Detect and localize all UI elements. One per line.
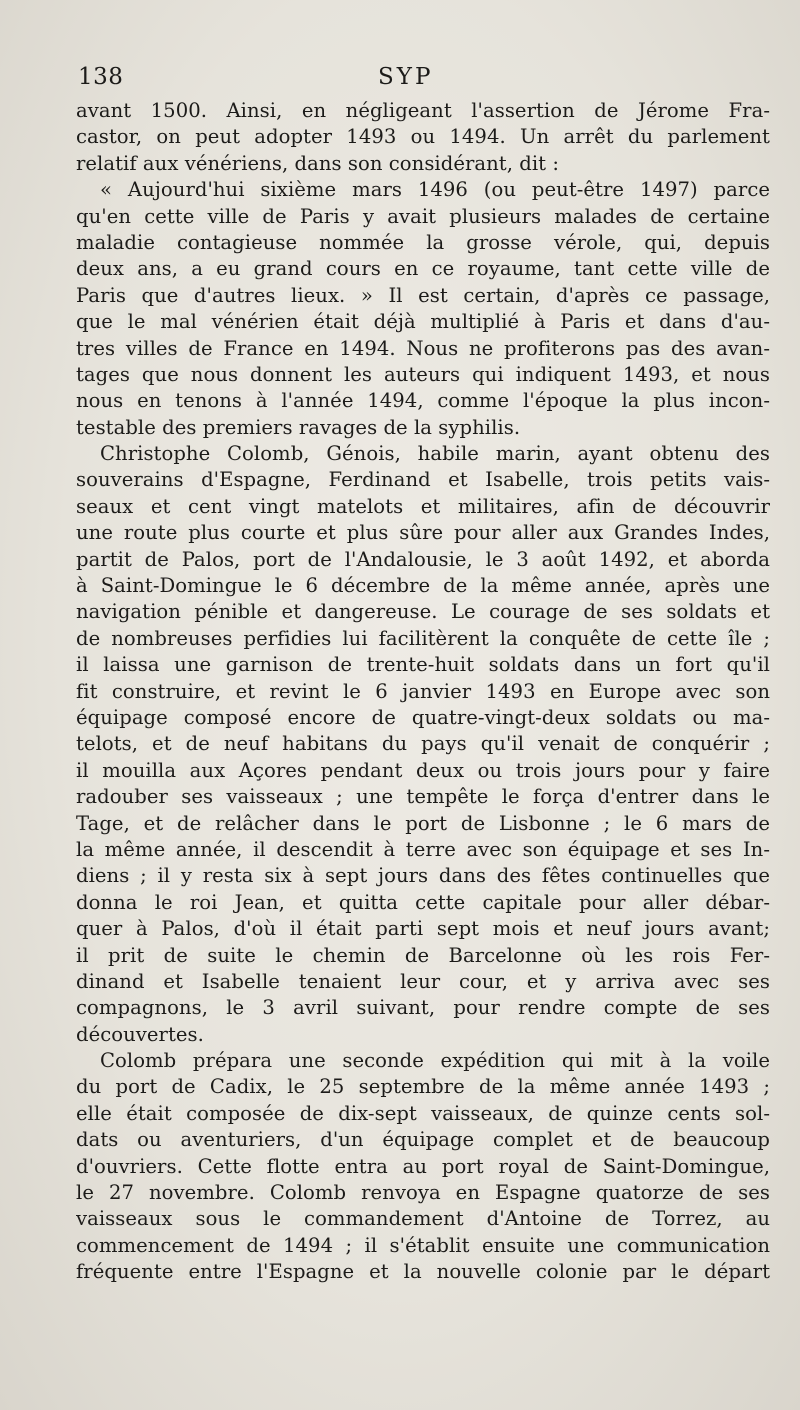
text-line: Colomb prépara une seconde expédition qui mit à la voile xyxy=(100,1049,770,1073)
text-line: telots, et de neuf habitans du pays qu'il venait de conquérir ; xyxy=(76,732,770,756)
text-line: dinand et Isabelle tenaient leur cour, et y arriva avec ses xyxy=(76,969,770,993)
text-line: la même année, il descendit à terre avec son équipage et ses In- xyxy=(76,837,770,861)
text-line: avant 1500. Ainsi, en négligeant l'assertion de Jérome Fra- xyxy=(76,99,770,122)
text-line: « Aujourd'hui sixième mars 1496 (ou peut-être 1497) parce xyxy=(100,178,770,202)
page-number: 138 xyxy=(78,64,124,90)
text-line: nous en tenons à l'année 1494, comme l'époque la plus incon- xyxy=(76,389,770,413)
text-line: le 27 novembre. Colomb renvoya en Espagne quatorze de ses xyxy=(76,1181,770,1205)
text-line: il laissa une garnison de trente-huit soldats dans un fort qu'il xyxy=(76,653,770,677)
text-line: Paris que d'autres lieux. » Il est certain, d'après ce passage, xyxy=(76,283,770,307)
text-line: elle était composée de dix-sept vaisseaux, de quinze cents sol- xyxy=(76,1101,770,1125)
running-head xyxy=(76,58,770,98)
text-line: fréquente entre l'Espagne et la nouvelle colonie par le départ xyxy=(76,1260,770,1284)
text-line: radouber ses vaisseaux ; une tempête le força d'entrer dans le xyxy=(76,785,770,809)
text-line: castor, on peut adopter 1493 ou 1494. Un arrêt du parlement xyxy=(76,125,770,149)
text-line: diens ; il y resta six à sept jours dans des fêtes continuelles que xyxy=(76,864,770,888)
text-line: souverains d'Espagne, Ferdinand et Isabelle, trois petits vais- xyxy=(76,468,770,492)
text-line: testable des premiers ravages de la syphilis. xyxy=(76,415,521,439)
text-line: équipage composé encore de quatre-vingt-deux soldats ou ma- xyxy=(76,705,770,729)
text-line: vaisseaux sous le commandement d'Antoine de Torrez, au xyxy=(76,1207,770,1231)
text-line: il prit de suite le chemin de Barcelonne où les rois Fer- xyxy=(76,943,770,967)
text-line: compagnons, le 3 avril suivant, pour rendre compte de ses xyxy=(76,996,770,1020)
text-line: qu'en cette ville de Paris y avait plusieurs malades de certaine xyxy=(76,204,770,228)
text-line: deux ans, a eu grand cours en ce royaume, tant cette ville de xyxy=(76,257,770,281)
text-line: il mouilla aux Açores pendant deux ou trois jours pour y faire xyxy=(76,758,770,782)
running-title: SYP xyxy=(378,64,434,90)
text-line: à Saint-Domingue le 6 décembre de la même année, après une xyxy=(76,574,770,598)
text-line: d'ouvriers. Cette flotte entra au port royal de Saint-Domingue, xyxy=(76,1154,770,1178)
text-line: dats ou aventuriers, d'un équipage complet et de beaucoup xyxy=(76,1128,770,1152)
text-line: Christophe Colomb, Génois, habile marin, ayant obtenu des xyxy=(100,442,770,466)
text-line: Tage, et de relâcher dans le port de Lisbonne ; le 6 mars de xyxy=(76,811,770,835)
text-line: partit de Palos, port de l'Andalousie, le 3 août 1492, et aborda xyxy=(76,547,770,571)
text-line: tres villes de France en 1494. Nous ne profiterons pas des avan- xyxy=(76,336,770,360)
text-line: tages que nous donnent les auteurs qui indiquent 1493, et nous xyxy=(76,362,770,386)
text-line: du port de Cadix, le 25 septembre de la même année 1493 ; xyxy=(76,1075,770,1099)
text-line: donna le roi Jean, et quitta cette capitale pour aller débar- xyxy=(76,890,770,914)
text-line: commencement de 1494 ; il s'établit ensuite une communication xyxy=(76,1233,770,1257)
text-line: seaux et cent vingt matelots et militaires, afin de découvrir xyxy=(76,494,770,518)
body-text xyxy=(76,98,770,1286)
text-line: de nombreuses perfidies lui facilitèrent la conquête de cette île ; xyxy=(76,626,770,650)
text-line: une route plus courte et plus sûre pour aller aux Grandes Indes, xyxy=(76,521,770,545)
text-line: que le mal vénérien était déjà multiplié à Paris et dans d'au- xyxy=(76,310,770,334)
text-line: maladie contagieuse nommée la grosse vérole, qui, depuis xyxy=(76,230,770,254)
text-line: découvertes. xyxy=(76,1022,204,1046)
text-line: navigation pénible et dangereuse. Le courage de ses soldats et xyxy=(76,600,770,624)
text-line: relatif aux vénériens, dans son considérant, dit : xyxy=(76,151,560,175)
text-line: quer à Palos, d'où il était parti sept mois et neuf jours avant; xyxy=(76,917,770,941)
text-line: fit construire, et revint le 6 janvier 1493 en Europe avec son xyxy=(76,679,770,703)
